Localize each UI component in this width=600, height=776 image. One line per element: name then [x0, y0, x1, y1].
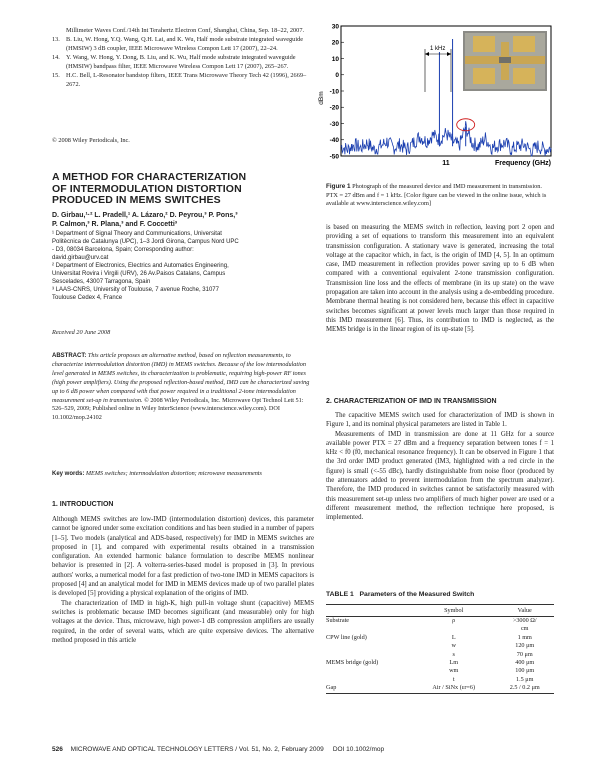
- reference-list: [52, 26, 310, 89]
- y-tick-label: -40: [329, 137, 339, 145]
- abstract: [52, 352, 312, 423]
- section-heading: 1. INTRODUCTION: [52, 501, 114, 508]
- introduction-body: [52, 515, 314, 645]
- section-2-body: [326, 411, 554, 523]
- table-row: Substrate ρ >3000 Ω/: [326, 617, 537, 624]
- title-line: OF INTERMODULATION DISTORTION: [52, 182, 242, 195]
- y-tick-label: 10: [331, 55, 339, 63]
- svg-text:1 kHz: 1 kHz: [430, 46, 446, 52]
- x-tick-label: 11: [442, 160, 450, 167]
- page-number: 526: [52, 746, 63, 753]
- keywords: [52, 470, 312, 479]
- figure-caption: [326, 183, 554, 209]
- x-axis-label: Frequency (GHz): [494, 160, 551, 167]
- reference-item: Millimeter Waves Conf./14th Int Terahertz Electron Conf, Shanghai, China, Sep. 18–22, 2007.: [66, 27, 305, 34]
- y-tick-label: -50: [329, 153, 339, 161]
- table-row: CPW line (gold) L 1 mm: [326, 633, 532, 641]
- spectrum-figure: [315, 22, 555, 174]
- table-row: s 70 μm: [452, 650, 533, 658]
- section-heading: 2. CHARACTERIZATION OF IMD IN TRANSMISSION: [326, 398, 497, 405]
- table-label: TABLE 1: [326, 591, 354, 598]
- table-row: t 1.5 μm: [452, 675, 534, 683]
- figure-caption-text: Photograph of the measured device and IMD measurement in transmission. PTX = 27 dBm and f = 1 kHz. [Color figure can be viewed in the online issue, which is available at www.interscience.wiley.com]: [326, 183, 547, 208]
- paragraph: The characterization of IMD in high-K, high pull-in voltage shunt (capacitive) MEMS switches is problematic because IMD becomes significant (and measurable) only for high voltages at the device. Thus, microwave, high power-1 dB compression amplifiers are usually required, in the order of several watts, which are quite expensive devices. The alternative method proposed in this article: [52, 599, 314, 644]
- abstract-citation: © 2008 Wiley Periodicals, Inc. Microwave Opt Technol Lett 51: 526–529, 2009; Published online in Wiley InterScience (www.interscience.wiley.com). DOI 10.1002/mop.24102: [52, 396, 304, 422]
- article-title: [52, 172, 314, 207]
- y-tick-label: 30: [331, 23, 339, 31]
- table-row: wm 100 μm: [449, 667, 535, 675]
- y-tick-label: -20: [329, 104, 339, 112]
- paragraph: The capacitive MEMS switch used for characterization of IMD is shown in Figure 1, and its nominal physical parameters are listed in Table 1.: [326, 412, 554, 429]
- device-photo: [463, 31, 547, 91]
- journal-info: MICROWAVE AND OPTICAL TECHNOLOGY LETTERS / Vol. 51, No. 2, February 2009: [70, 746, 324, 753]
- y-tick-label: 0: [335, 72, 339, 80]
- table-row: Gap Air / SiNx (εr=6) 2.5 / 0.2 μm: [326, 684, 554, 693]
- paragraph: Measurements of IMD in transmission are done at 11 GHz for a source available power PTX = 27 dBm and a frequency separation between tones f = 1 kHz < f0 (f0, mechanical resonance frequency). It can be observed in Figure 1 that the 3rd order IMD product generated (IM3, highlighted with a red circle in the figure) is small (<-55 dBc), hardly distinguishable from noise floor (produced by the attenuators added to prevent intermodulation from the spectrum analyzer). Therefore, the IMD produced in switches cannot be satisfactorily measured with this measurement set-up unless two amplifiers of much higher power are used or a different measurement method, the reflection technique here proposed, is implemented.: [326, 430, 554, 522]
- table-caption: Parameters of the Measured Switch: [359, 591, 475, 598]
- y-axis-label: dBm: [318, 91, 325, 105]
- page-footer: [52, 746, 557, 753]
- y-tick-label: -30: [329, 120, 339, 128]
- right-column-body: [326, 223, 554, 335]
- table-row: MEMS bridge (gold) Lm 400 μm: [326, 659, 535, 667]
- title-line: PRODUCED IN MEMS SWITCHES: [52, 194, 221, 206]
- footer-doi: DOI 10.1002/mop: [332, 746, 385, 753]
- reference-item: 13. B. Liu, W. Hong, Y.Q. Wang, Q.H. Lai, and K. Wu, Half mode substrate integrated waveguide (HMSIW) 3 dB coupler, IEEE Microwave Wireless Compon Lett 17 (2007), 22–24.: [52, 36, 304, 52]
- reference-item: 14. Y. Wang, W. Hong, Y. Dong, B. Liu, and K. Wu, Half mode substrate integrated waveguide (HMSIW) bandpass filter, IEEE Microwave Wireless Compon Lett 17 (2007), 265–267.: [52, 54, 296, 70]
- paragraph: is based on measuring the MEMS switch in reflection, leaving port 2 open and providing a set of equations to transform this measurement into an equivalent transmission configuration. A stationary wave is generated, increasing the total voltage at the capacitor which, in fact, is the origin of IMD [4, 5]. In an optimum case, IMD measurement in reflection provides power saving up to 6 dB when compared with a conventional equivalent 2-tone transmission configuration. Transmission line loss and the effects of membrane (in its up state) on the wave propagation are taken into account in the analysis using a de-embedding procedure. Membrane thermal heating is not considered here, because this effect in capacitive switches becomes significant at power levels much larger than those required in this IMD measurement [6]. Thus, its contribution to IMD is neglected, as the MEMS bridge is in the linear region of its up-state [5].: [326, 224, 554, 334]
- table-title: [326, 591, 474, 598]
- title-line: A METHOD FOR CHARACTERIZATION: [52, 171, 247, 183]
- table-row: w 120 μm: [451, 642, 535, 650]
- received-date: Received 20 June 2008: [52, 329, 111, 336]
- parameters-table: [326, 604, 554, 694]
- affiliations: ¹ Department of Signal Theory and Communications, Universitat Politècnica de Catalunya (UPC), 1–3 Jordi Girona, Campus Nord UPC - D3, 08034 Barcelona, Spain; Corresponding author: david.girbau@urv.cat ² Department of Electronics, Electrics and Automatics Engineering, Universitat Rovira i Virgili (URV), 26 Av.Paisos Catalans, Campus Sescelades, 43007 Tarragona, Spain ³ LAAS-CNRS, University of Toulouse, 7 avenue Roche, 31077 Toulouse Cedex 4, France: [52, 230, 314, 302]
- keywords-text: MEMS switches; intermodulation distortion; microwave measurements: [85, 470, 262, 477]
- reference-item: 15. H.C. Bell, L-Resonator bandstop filters, IEEE Trans Microwave Theory Tech 42 (1996), 2669–2672.: [52, 72, 307, 88]
- keywords-label: Key words:: [52, 471, 85, 477]
- paragraph: Although MEMS switches are low-IMD (intermodulation distortion) devices, this parameter cannot be ignored under some excitation conditions and has been studied in a number of papers [1–5]. Two models (analytical and ADS-based, respectively) for IMD in MEMS switches are proposed in [1], and compared with experimental results obtained in a transmission configuration. An extended harmonic balance formulation to describe MEMS nonlinear behavior is presented in [2]. A volterra-series-based model is proposed in [3]. In previous authors' works, a numerical model for a fast prediction of two-tone IMD in MEMS capacitors is proposed [4] and an analytical model for IMD in MEMS devices made up of two parallel plates is developed [5] providing a physical explanation of the origins of IMD.: [52, 516, 314, 598]
- table-row: cm: [520, 625, 529, 633]
- y-tick-label: 20: [331, 39, 339, 47]
- figure-label: Figure 1: [326, 183, 351, 190]
- y-tick-label: -10: [329, 88, 339, 96]
- abstract-text: This article proposes an alternative method, based on reflection measurements, to characterize intermodulation distortion (IMD) in MEMS switches. Because of the low intermodulation level generated in MEMS switches, its characterization is problematic, requiring high-power RF tones (high power amplifiers). Using the proposed reflection-based method, IMD can be characterized saving up to 6 dB power when compared with that power required in a traditional 2-tone intermodulation measurement set-up in transmission.: [52, 352, 310, 404]
- author-email[interactable]: david.girbau@urv.cat: [52, 255, 109, 261]
- table-header-row: Symbol Value: [326, 605, 554, 617]
- copyright-line: © 2008 Wiley Periodicals, Inc.: [52, 137, 130, 144]
- abstract-label: ABSTRACT:: [52, 353, 87, 359]
- author-list: D. Girbau,¹·² L. Pradell,¹ A. Lázaro,² D. Peyrou,³ P. Pons,³ P. Calmon,³ R. Plana,³ and F. Coccetti³: [52, 212, 238, 228]
